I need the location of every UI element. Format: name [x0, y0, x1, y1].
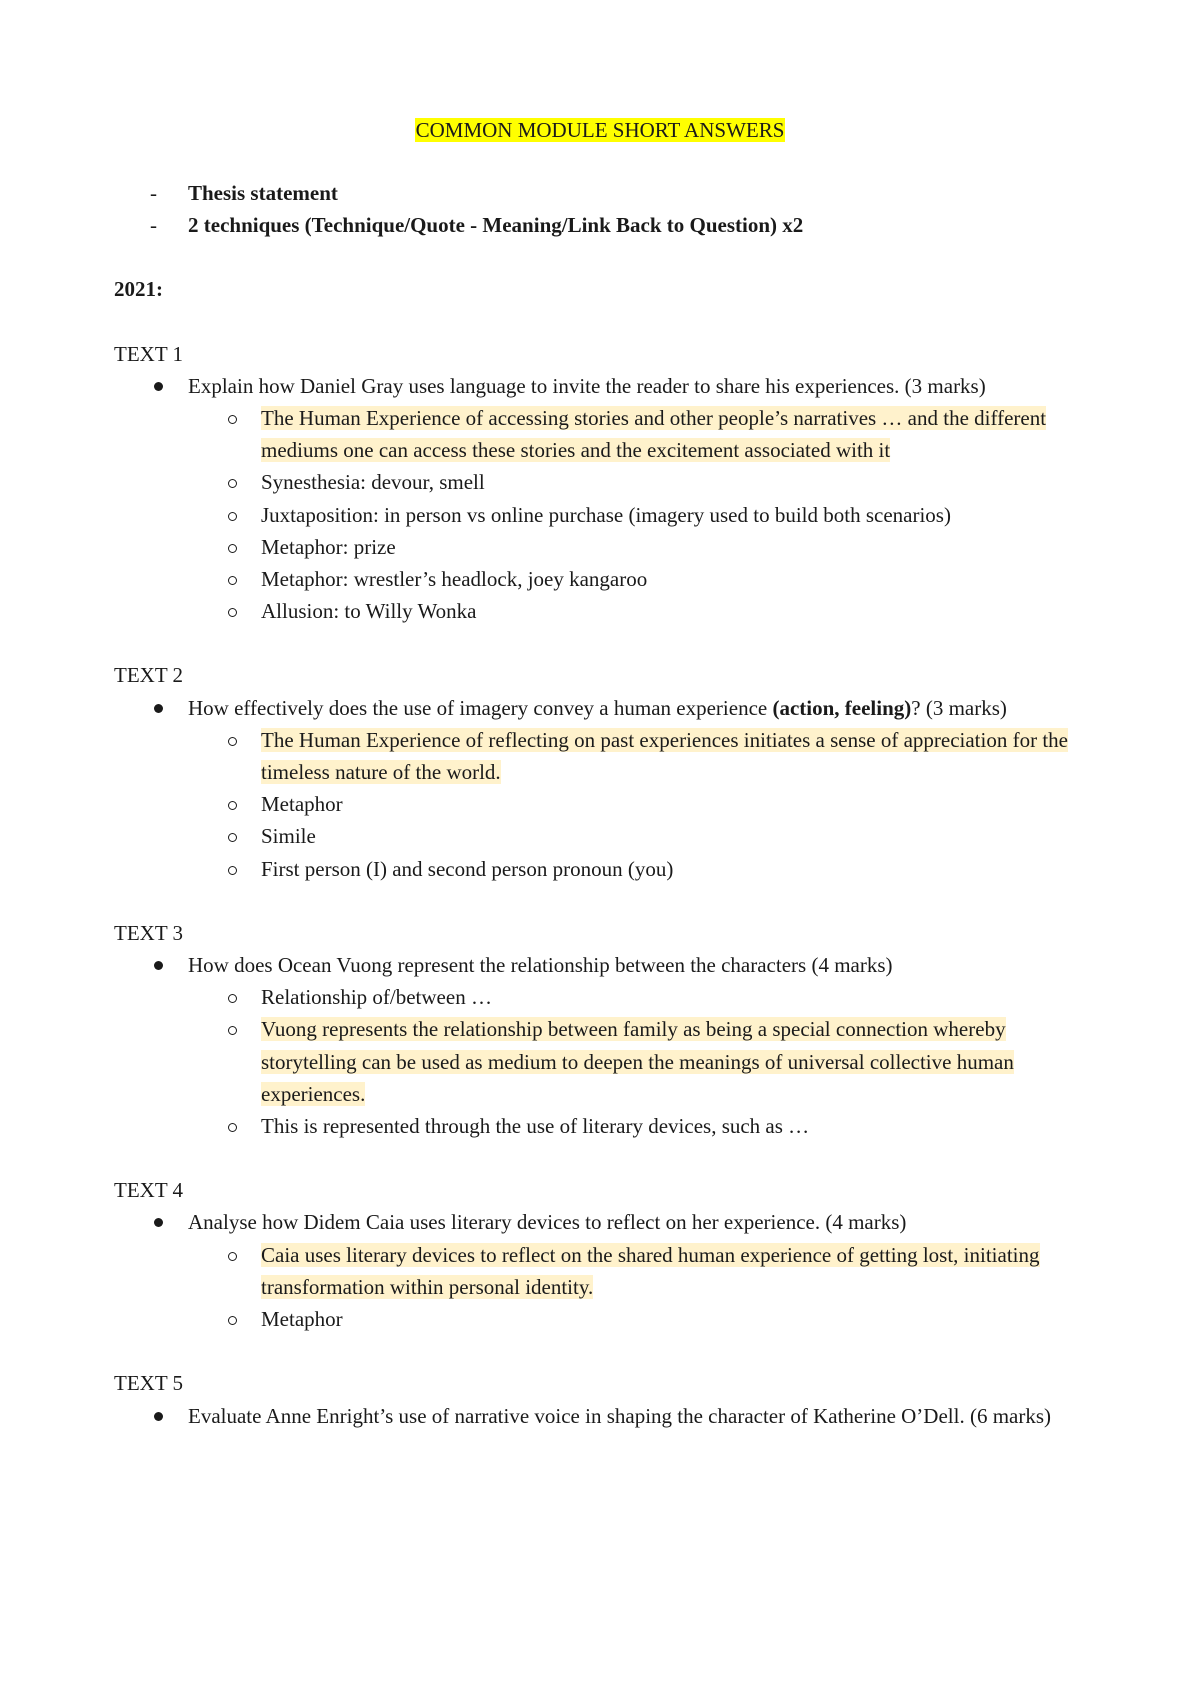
answer-text: Metaphor: prize [261, 534, 396, 559]
circle-bullet-icon [228, 801, 237, 810]
question-text-start: How effectively does the use of imagery convey a human experience [188, 695, 773, 720]
dash-marker: - [150, 181, 157, 205]
answer-item [114, 1303, 1104, 1335]
question-text-bold: (action, feeling) [772, 695, 912, 720]
question-item [114, 1206, 1104, 1238]
answer-text: Simile [261, 824, 316, 849]
bullet-icon [154, 704, 163, 713]
document-title: COMMON MODULE SHORT ANSWERS [415, 118, 785, 142]
dash-marker: - [150, 213, 157, 238]
circle-bullet-icon [228, 1316, 237, 1325]
answer-text: Juxtaposition: in person vs online purchase (imagery used to build both scenarios) [261, 502, 951, 527]
text-heading: TEXT 1 [114, 341, 184, 366]
answer-text: Relationship of/between … [261, 985, 492, 1010]
circle-bullet-icon [228, 544, 237, 553]
answer-text: Synesthesia: devour, smell [261, 470, 485, 495]
answer-item [114, 402, 1104, 466]
answer-item [114, 595, 1104, 627]
answer-text: This is represented through the use of literary devices, such as … [261, 1114, 810, 1139]
answer-item [114, 1013, 1104, 1110]
circle-bullet-icon [228, 1026, 237, 1035]
answer-text: First person (I) and second person pronoun (you) [261, 856, 674, 881]
answer-item [114, 1110, 1104, 1142]
question-item [114, 692, 1104, 724]
answer-text: Metaphor: wrestler’s headlock, joey kangaroo [261, 567, 648, 592]
question-text: Explain how Daniel Gray uses language to invite the reader to share his experiences. (3 marks) [188, 373, 986, 398]
text-heading: TEXT 4 [114, 1178, 184, 1203]
circle-bullet-icon [228, 994, 237, 1003]
text-heading: TEXT 2 [114, 663, 184, 688]
answer-text: Metaphor [261, 792, 343, 817]
circle-bullet-icon [228, 576, 237, 585]
bullet-icon [154, 1218, 163, 1227]
answer-item [114, 788, 1104, 820]
year-heading: 2021: [114, 277, 163, 302]
answer-text: Caia uses literary devices to reflect on the shared human experience of getting lost, initiating transformation within personal identity. [261, 1242, 1040, 1299]
answer-item [114, 820, 1104, 852]
structure-item [114, 209, 1104, 241]
circle-bullet-icon [228, 833, 237, 842]
text-heading: TEXT 3 [114, 920, 184, 945]
text-heading: TEXT 5 [114, 1371, 184, 1396]
title-line [0, 114, 1200, 146]
answer-text: The Human Experience of accessing stories and other people’s narratives … and the different mediums one can access these stories and the excitement associated with it [261, 406, 1047, 463]
question-item [114, 370, 1104, 402]
document-body [114, 177, 1104, 1432]
circle-bullet-icon [228, 608, 237, 617]
answer-item [114, 563, 1104, 595]
answer-text: Metaphor [261, 1307, 343, 1332]
structure-item-text: Thesis statement [188, 181, 338, 205]
bullet-icon [154, 961, 163, 970]
answer-text: Allusion: to Willy Wonka [261, 599, 477, 624]
answer-item [114, 724, 1104, 788]
circle-bullet-icon [228, 866, 237, 875]
answer-text: Vuong represents the relationship between family as being a special connection whereby storytelling can be used as medium to deepen the meanings of universal collective human experiences. [261, 1017, 1014, 1106]
question-item [114, 1400, 1104, 1432]
question-item [114, 949, 1104, 981]
question-text: How does Ocean Vuong represent the relationship between the characters (4 marks) [188, 953, 893, 978]
circle-bullet-icon [228, 1123, 237, 1132]
question-text: Analyse how Didem Caia uses literary devices to reflect on her experience. (4 marks) [188, 1210, 907, 1235]
circle-bullet-icon [228, 415, 237, 424]
bullet-icon [154, 382, 163, 391]
answer-item [114, 531, 1104, 563]
answer-item [114, 466, 1104, 498]
structure-item-text: 2 techniques (Technique/Quote - Meaning/Link Back to Question) x2 [188, 213, 804, 238]
circle-bullet-icon [228, 479, 237, 488]
answer-item [114, 853, 1104, 885]
question-text [188, 696, 1007, 720]
answer-item [114, 981, 1104, 1013]
answer-item [114, 499, 1104, 531]
question-text-end: ? (3 marks) [911, 695, 1007, 720]
question-text: Evaluate Anne Enright’s use of narrative voice in shaping the character of Katherine O’Dell. (6 marks) [188, 1403, 1052, 1428]
answer-text: The Human Experience of reflecting on past experiences initiates a sense of appreciation for the timeless nature of the world. [261, 727, 1068, 785]
circle-bullet-icon [228, 1252, 237, 1261]
structure-item [114, 177, 1104, 209]
circle-bullet-icon [228, 512, 237, 521]
bullet-icon [154, 1412, 163, 1421]
circle-bullet-icon [228, 737, 237, 746]
answer-item [114, 1239, 1104, 1303]
